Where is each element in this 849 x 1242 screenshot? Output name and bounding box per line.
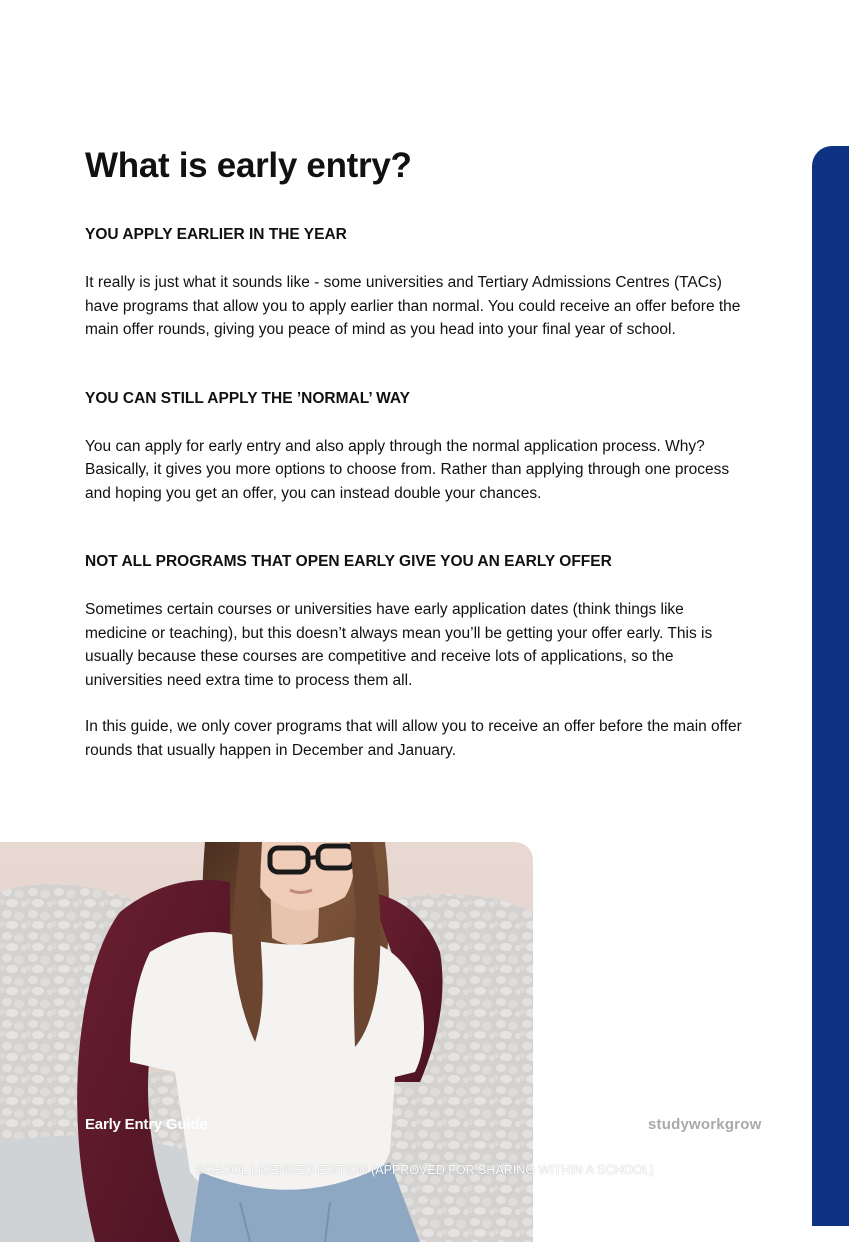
section-paragraph: In this guide, we only cover programs that will allow you to receive an offer before the main offer rounds that usually happen in December and January. xyxy=(85,718,742,759)
section-heading-not-all-programs: NOT ALL PROGRAMS THAT OPEN EARLY GIVE YOU AN EARLY OFFER xyxy=(85,553,612,570)
main-content xyxy=(85,138,745,762)
student-reading-photo xyxy=(0,842,533,1242)
section-heading-normal-way: YOU CAN STILL APPLY THE ’NORMAL’ WAY xyxy=(85,389,410,407)
section-paragraph: You can apply for early entry and also apply through the normal application process. Why? Basically, it gives you more options to choose from. Rather than applying through one process and hoping you get an offer, you can instead double your chances. xyxy=(85,437,730,502)
license-notice: SCHOOL LICENSED EDITION (APPROVED FOR SHARING WITHIN A SCHOOL) xyxy=(195,1163,654,1177)
section-heading-apply-earlier: YOU APPLY EARLIER IN THE YEAR xyxy=(85,226,347,243)
section-paragraph: It really is just what it sounds like - some universities and Tertiary Admissions Centres (TACs) have programs that allow you to apply earlier than normal. You could receive an offer before the main offer rounds, giving you peace of mind as you head into your final year of school. xyxy=(85,274,741,338)
side-accent-bar xyxy=(812,146,849,1226)
section-paragraph: Sometimes certain courses or universities have early application dates (think things like medicine or teaching), but this doesn’t always mean you’ll be getting your offer early. This is usually because these courses are competitive and receive lots of applications, so the universities need extra time to process them all. xyxy=(85,601,713,689)
brand-name: studyworkgrow xyxy=(648,1116,762,1133)
page-title: What is early entry? xyxy=(85,146,412,185)
guide-title: Early Entry Guide xyxy=(85,1116,208,1133)
